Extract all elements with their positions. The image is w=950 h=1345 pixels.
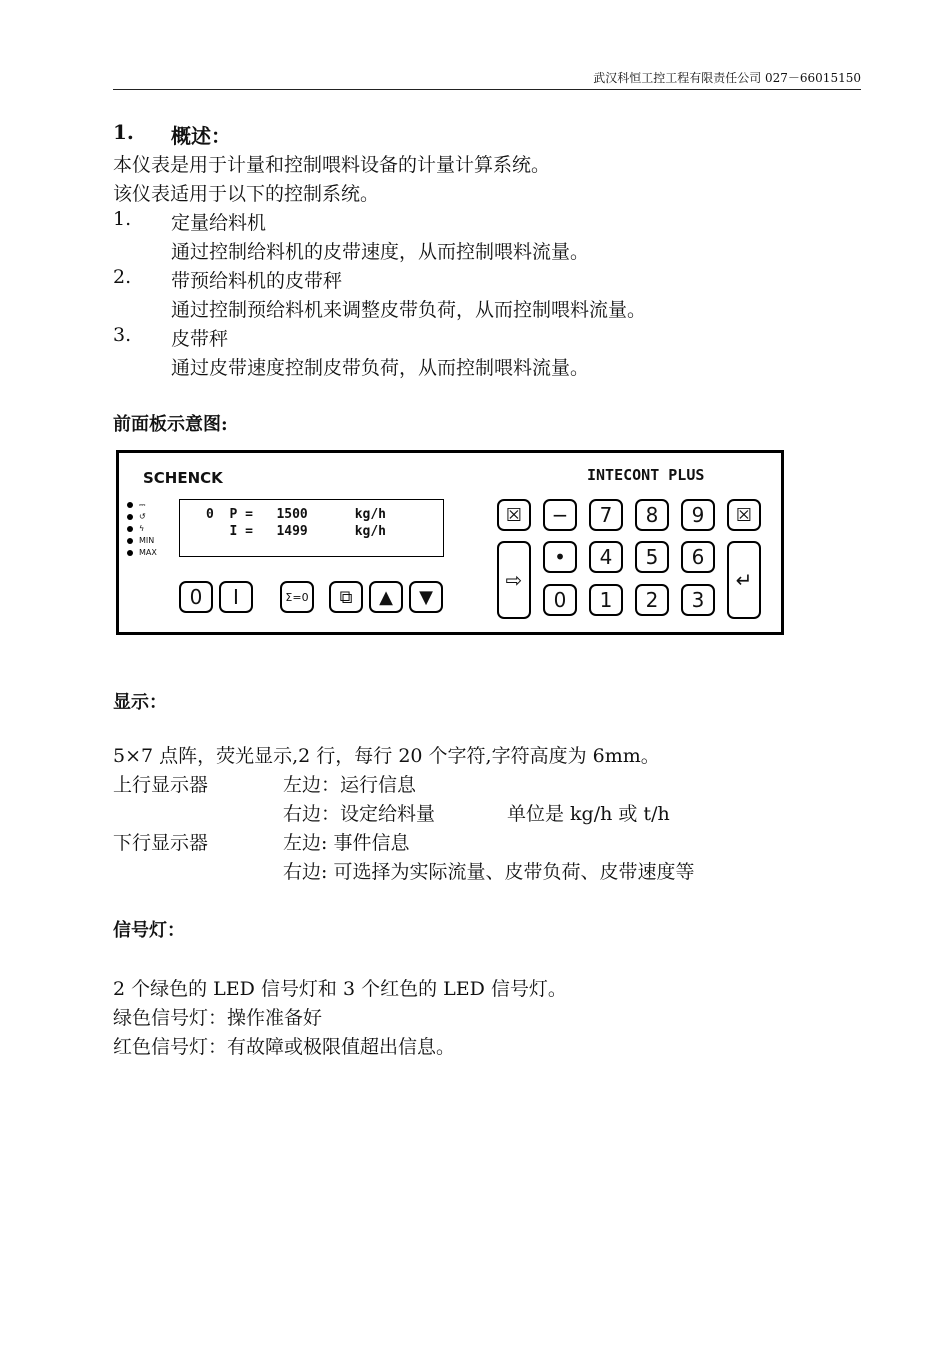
key-0[interactable]: 0 [543, 584, 577, 616]
header-company: 武汉科恒工控工程有限责任公司 027－66015150 [593, 71, 861, 85]
led-label: ϟ [139, 524, 145, 533]
key-down[interactable]: ▼ [409, 581, 443, 613]
intro-line-1: 本仪表是用于计量和控制喂料设备的计量计算系统。 [113, 154, 551, 176]
key-6[interactable]: 6 [681, 541, 715, 573]
led-max [127, 547, 157, 559]
front-panel-diagram [116, 450, 784, 635]
key-clear[interactable]: ☒ [727, 499, 761, 531]
key-escape[interactable]: ☒ [497, 499, 531, 531]
lower-display-label: 下行显示器 [113, 832, 209, 854]
led-label: ↺ [139, 512, 146, 521]
display-heading: 显示： [113, 692, 167, 713]
upper-display-right: 右边：设定给料量 [283, 803, 436, 825]
key-stop[interactable]: 0 [179, 581, 213, 613]
upper-display-unit: 单位是 kg/h 或 t/h [507, 803, 670, 825]
lcd-line-2: I = 1499 kg/h [206, 524, 387, 539]
key-minus[interactable]: − [543, 499, 577, 531]
led-dot [127, 502, 133, 508]
item-1-title: 定量给料机 [171, 212, 267, 234]
item-1-desc: 通过控制给料机的皮带速度，从而控制喂料流量。 [171, 241, 590, 263]
key-5[interactable]: 5 [635, 541, 669, 573]
led-indicators [127, 499, 157, 559]
led-power [127, 499, 157, 511]
led-dot [127, 538, 133, 544]
display-desc: 5×7 点阵，荧光显示,2 行，每行 20 个字符,字符高度为 6mm。 [113, 745, 660, 767]
signal-desc: 2 个绿色的 LED 信号灯和 3 个红色的 LED 信号灯。 [113, 978, 567, 1000]
lcd-display [179, 499, 444, 557]
item-3-number: 3. [113, 324, 132, 346]
upper-display-left: 左边：运行信息 [283, 774, 417, 796]
led-label: MAX [139, 548, 157, 557]
key-menu[interactable]: ⧉ [329, 581, 363, 613]
key-3[interactable]: 3 [681, 584, 715, 616]
key-decimal[interactable]: • [543, 541, 577, 573]
signal-red: 红色信号灯：有故障或极限值超出信息。 [113, 1036, 456, 1058]
intro-line-2: 该仪表适用于以下的控制系统。 [113, 183, 380, 205]
front-panel-heading: 前面板示意图: [113, 414, 228, 435]
led-run [127, 511, 157, 523]
lower-display-left: 左边: 事件信息 [283, 832, 410, 854]
led-label: ⎓ [139, 500, 146, 509]
led-dot [127, 526, 133, 532]
upper-display-label: 上行显示器 [113, 774, 209, 796]
led-label: MIN [139, 536, 155, 545]
panel-model: INTECONT PLUS [587, 466, 705, 484]
key-up[interactable]: ▲ [369, 581, 403, 613]
key-9[interactable]: 9 [681, 499, 715, 531]
key-totalizer-reset[interactable]: Σ=0 [280, 581, 314, 613]
item-2-title: 带预给料机的皮带秤 [171, 270, 343, 292]
led-dot [127, 550, 133, 556]
item-3-desc: 通过皮带速度控制皮带负荷，从而控制喂料流量。 [171, 357, 590, 379]
item-2-number: 2. [113, 266, 132, 288]
key-enter-right[interactable]: ↵ [727, 541, 761, 619]
page-header [113, 67, 861, 90]
section-number: 1. [113, 120, 134, 144]
led-min [127, 535, 157, 547]
key-4[interactable]: 4 [589, 541, 623, 573]
lower-display-right: 右边: 可选择为实际流量、皮带负荷、皮带速度等 [283, 861, 695, 883]
signal-heading: 信号灯： [113, 920, 185, 941]
signal-green: 绿色信号灯：操作准备好 [113, 1007, 323, 1029]
item-1-number: 1. [113, 208, 132, 230]
key-start[interactable]: I [219, 581, 253, 613]
key-2[interactable]: 2 [635, 584, 669, 616]
item-2-desc: 通过控制预给料机来调整皮带负荷，从而控制喂料流量。 [171, 299, 647, 321]
section-title: 概述： [171, 124, 231, 148]
item-3-title: 皮带秤 [171, 328, 229, 350]
key-7[interactable]: 7 [589, 499, 623, 531]
key-1[interactable]: 1 [589, 584, 623, 616]
key-8[interactable]: 8 [635, 499, 669, 531]
led-dot [127, 514, 133, 520]
key-enter-left[interactable]: ⇨ [497, 541, 531, 619]
panel-brand: SCHENCK [143, 469, 223, 487]
lcd-line-1: 0 P = 1500 kg/h [206, 507, 387, 522]
led-fault [127, 523, 157, 535]
